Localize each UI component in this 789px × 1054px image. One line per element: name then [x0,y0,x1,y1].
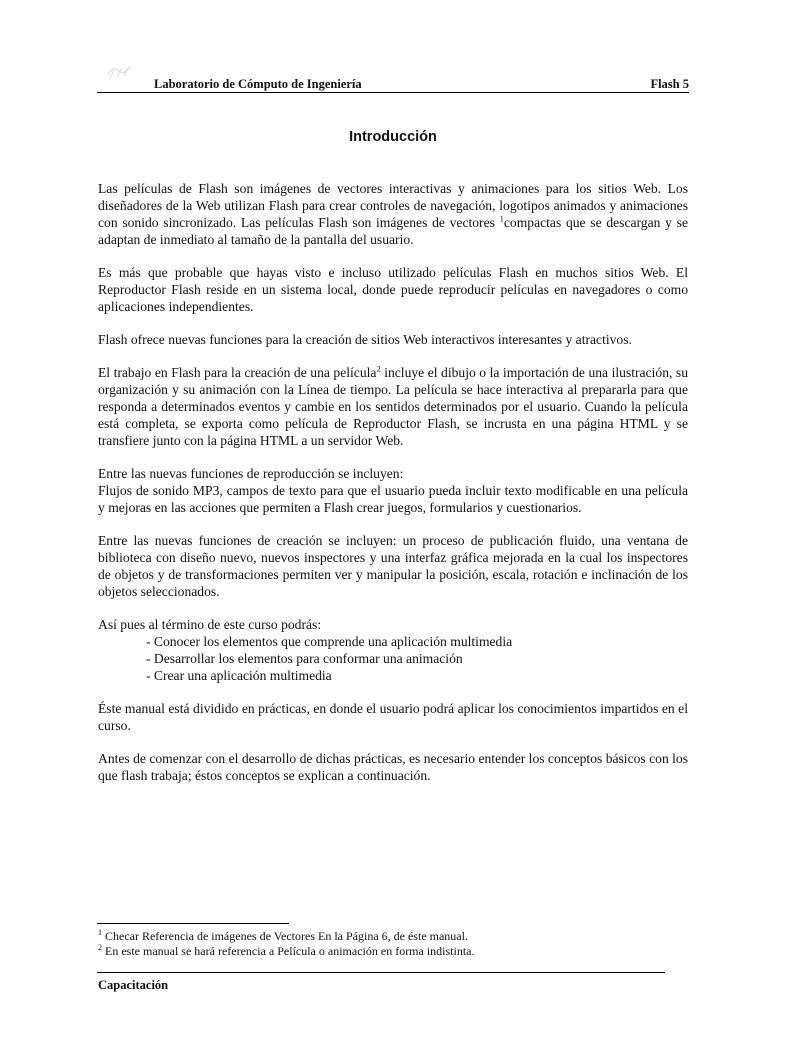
objectives-list [98,633,688,684]
paragraph-5: Entre las nuevas funciones de reproducción se incluyen: Flujos de sonido MP3, campos de texto para que el usuario pueda incluir texto modificable en una película y mejoras en las acciones que permiten a Flash crear juegos, formularios y cuestionarios. [98,466,688,515]
footnote-divider [97,923,289,924]
paragraph-2: Es más que probable que hayas visto e incluso utilizado películas Flash en muchos sitios Web. El Reproductor Flash reside en un sistema local, donde puede reproducir películas en navegadores o como aplicaciones independientes. [98,265,688,314]
paragraph-1: Las películas de Flash son imágenes de vectores interactivas y animaciones para los sitios Web. Los diseñadores de la Web utilizan Flash para crear controles de navegación, logotipos animados y animaciones con sonido sincronizado. Las películas Flash son imágenes de vectores $^1$compactas que se descargan y se adaptan de inmediato al tamaño de la pantalla del usuario. [98,181,688,247]
footnote-2: $^2$ En este manual se hará referencia a Película o animación en forma indistinta. [98,943,475,958]
page-footer: Capacitación [98,978,169,992]
footnote-ref-1: 1 [499,213,504,224]
paragraph-4: El trabajo en Flash para la creación de una película$^2$ incluye el dibujo o la importación de una ilustración, su organización y su animación con la Línea de tiempo. La película se hace interactiva al prepararla para que responda a determinados eventos y cambie en los sentidos determinados por el usuario. Cuando la película está completa, se exporta como película de Reproductor Flash, se incrusta en una página HTML y se transfiere junto con la página HTML a un servidor Web. [98,363,688,448]
footnote-1: $^1$ Checar Referencia de imágenes de Vectores En la Página 6, de éste manual. [98,928,468,943]
footer-divider [97,972,665,973]
paragraph-6: Entre las nuevas funciones de creación se incluyen: un proceso de publicación fluido, una ventana de biblioteca con diseño nuevo, nuevos inspectores y una interfaz gráfica mejorada en la cual los inspectores de objetos y de transformaciones permiten ver y manipular la posición, escala, rotación e inclinación de los objetos seleccionados. [98,533,688,599]
page-title: Introducción [349,129,437,145]
footnotes [98,929,688,959]
body-text [98,180,688,800]
institution-logo-icon [105,61,135,81]
paragraph-8: Éste manual está dividido en prácticas, en donde el usuario podrá aplicar los conocimientos impartidos en el curso. [98,701,688,733]
section-label: Flash 5 [650,77,689,91]
list-item: - Desarrollar los elementos para conformar una animación [146,651,463,666]
lab-title: Laboratorio de Cómputo de Ingeniería [154,77,362,91]
page-header [97,77,689,93]
list-item: - Conocer los elementos que comprende una aplicación multimedia [146,634,513,649]
list-item: - Crear una aplicación multimedia [146,668,332,683]
footnote-ref-2: 2 [376,363,381,374]
paragraph-3: Flash ofrece nuevas funciones para la creación de sitios Web interactivos interesantes y atractivos. [98,332,632,347]
paragraph-9: Antes de comenzar con el desarrollo de dichas prácticas, es necesario entender los conceptos básicos con los que flash trabaja; éstos conceptos se explican a continuación. [98,751,688,783]
paragraph-7: Así pues al término de este curso podrás: [98,617,322,632]
